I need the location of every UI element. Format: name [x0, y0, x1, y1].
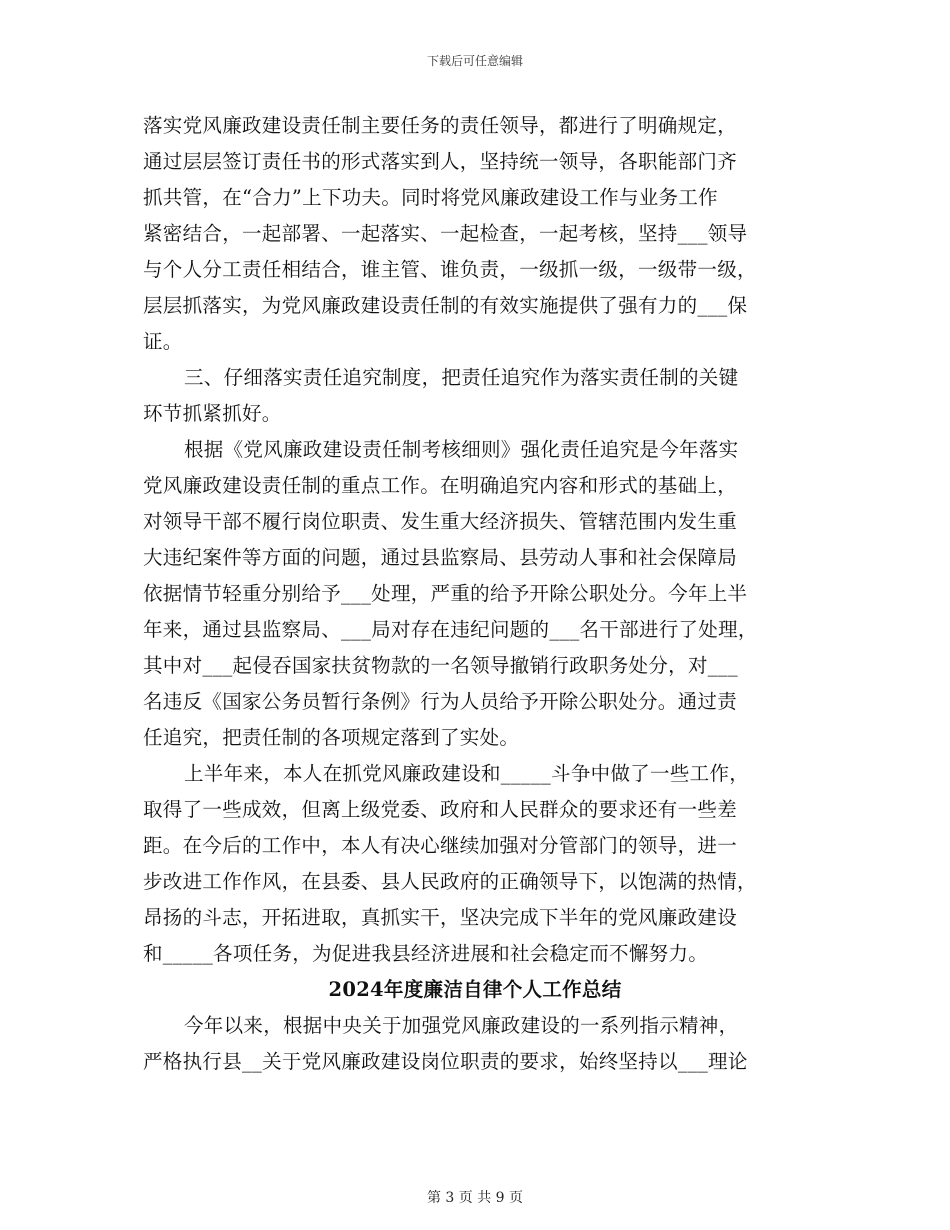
section-heading-cont: 环节抓紧抓好。	[143, 402, 282, 425]
text-line: 和_____各项任务，为促进我县经济进展和社会稳定而不懈努力。	[143, 942, 709, 965]
text-line: 对领导干部不履行岗位职责、发生重大经济损失、管辖范围内发生重	[143, 510, 738, 533]
text-line: 落实党风廉政建设责任制主要任务的责任领导，都进行了明确规定，	[143, 114, 738, 137]
text-line: 根据《党风廉政建设责任制考核细则》强化责任追究是今年落实	[184, 438, 739, 461]
text-line: 通过层层签订责任书的形式落实到人，坚持统一领导，各职能部门齐	[143, 150, 738, 173]
document-body	[143, 108, 807, 1080]
text-line: 距。在今后的工作中，本人有决心继续加强对分管部门的领导，进一	[143, 834, 738, 857]
text-line: 任追究，把责任制的各项规定落到了实处。	[143, 726, 520, 749]
text-line: 名违反《国家公务员暂行条例》行为人员给予开除公职处分。通过责	[143, 690, 738, 713]
page-footer: 第 3 页 共 9 页	[426, 1190, 524, 1206]
section-heading: 三、仔细落实责任追究制度，把责任追究作为落实责任制的关键	[184, 366, 739, 389]
text-line: 昂扬的斗志，开拓进取，真抓实干，坚决完成下半年的党风廉政建设	[143, 906, 738, 929]
text-line: 证。	[143, 330, 183, 353]
text-line: 与个人分工责任相结合，谁主管、谁负责，一级抓一级，一级带一级，	[143, 258, 757, 281]
text-line: 今年以来，根据中央关于加强党风廉政建设的一系列指示精神，	[184, 1014, 739, 1037]
text-line: 大违纪案件等方面的问题，通过县监察局、县劳动人事和社会保障局	[143, 546, 738, 569]
page-header: 下载后可任意编辑	[426, 54, 523, 68]
text-line: 依据情节轻重分别给予___处理，严重的给予开除公职处分。今年上半	[143, 582, 748, 605]
text-line: 上半年来，本人在抓党风廉政建设和_____斗争中做了一些工作，	[184, 762, 750, 785]
text-line: 其中对___起侵吞国家扶贫物款的一名领导撤销行政职务处分，对___	[143, 654, 738, 677]
text-line: 层层抓落实，为党风廉政建设责任制的有效实施提供了强有力的___保	[143, 294, 748, 317]
text-line: 紧密结合，一起部署、一起落实、一起检查，一起考核，坚持___领导	[143, 222, 748, 245]
text-line: 年来，通过县监察局、___局对存在违纪问题的___名干部进行了处理，	[143, 618, 758, 641]
text-line: 严格执行县__关于党风廉政建设岗位职责的要求，始终坚持以___理论	[143, 1050, 748, 1073]
text-line: 党风廉政建设责任制的重点工作。在明确追究内容和形式的基础上，	[143, 474, 738, 497]
text-line: 步改进工作作风，在县委、县人民政府的正确领导下，以饱满的热情，	[143, 870, 757, 893]
text-line: 抓共管，在“合力”上下功夫。同时将党风廉政建设工作与业务工作	[143, 186, 718, 209]
text-line: 取得了一些成效，但离上级党委、政府和人民群众的要求还有一些差	[143, 798, 738, 821]
document-title: 2024年度廉洁自律个人工作总结	[328, 978, 622, 1001]
